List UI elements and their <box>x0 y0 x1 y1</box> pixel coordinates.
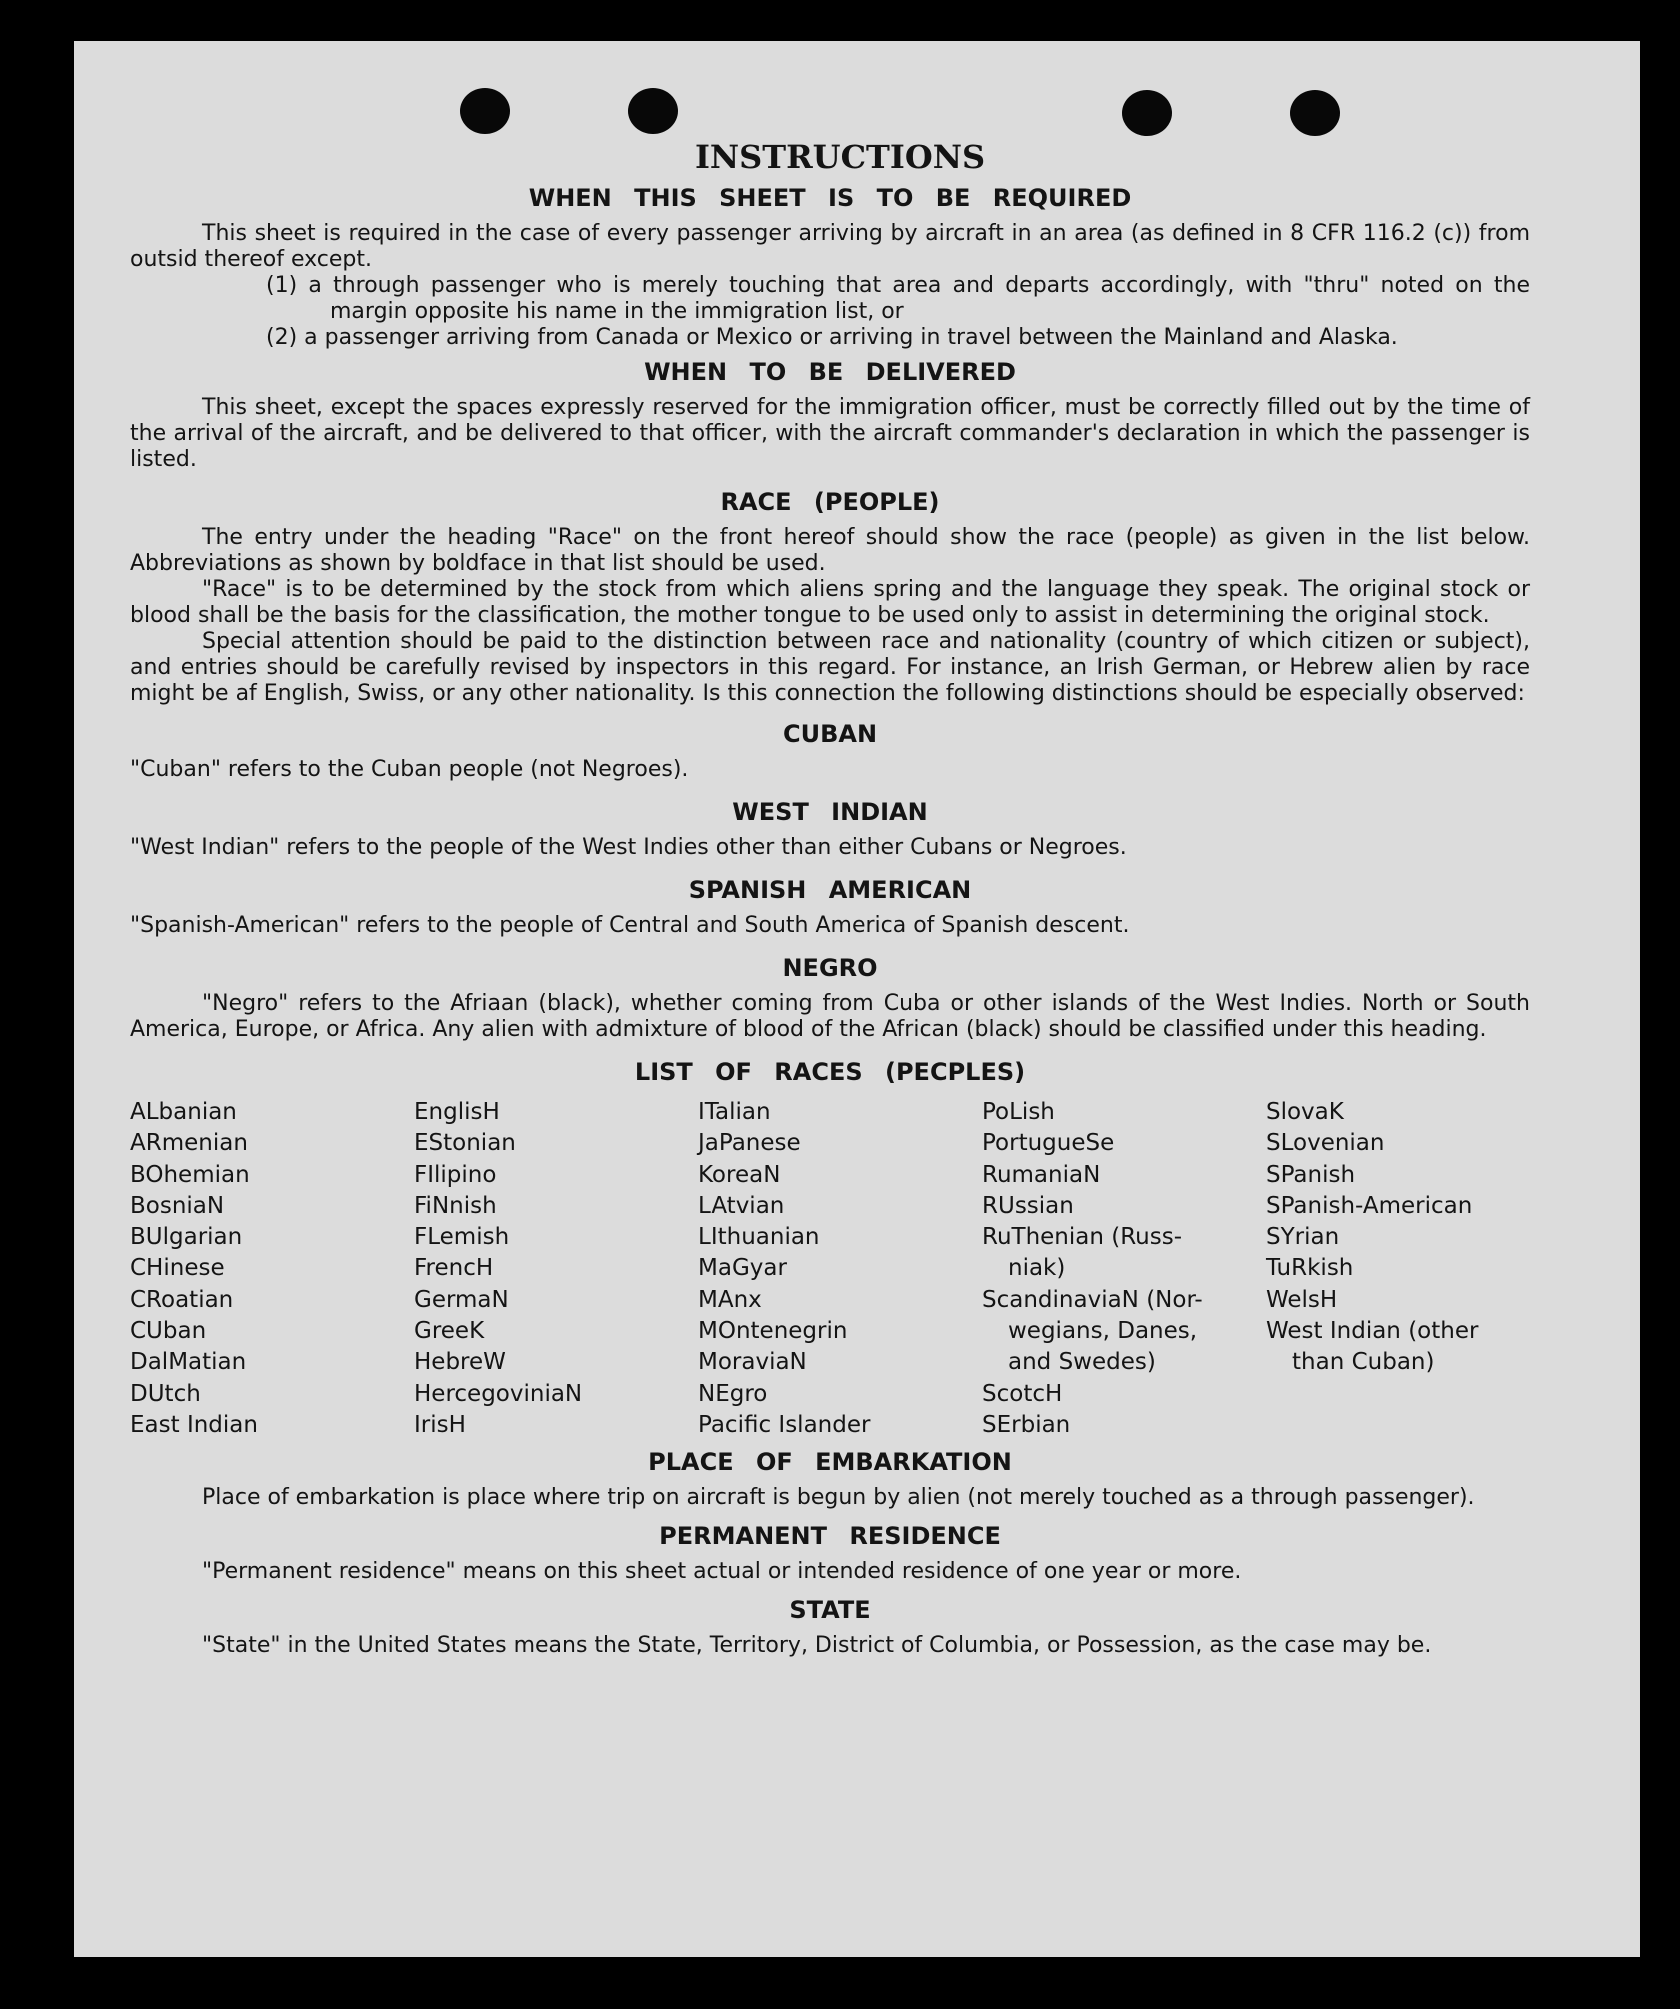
document-page <box>74 41 1640 1957</box>
race-column <box>698 1097 982 1441</box>
race-item: DUtch <box>130 1380 201 1407</box>
race-item: than Cuban) <box>1292 1349 1435 1376</box>
race-item: GermaN <box>414 1286 509 1313</box>
section-heading: WHEN THIS SHEET IS TO BE REQUIRED <box>528 184 1132 212</box>
punch-hole <box>1290 90 1340 136</box>
race-column <box>982 1097 1266 1441</box>
race-item: Pacific Islander <box>698 1411 871 1438</box>
section-heading: STATE <box>789 1596 871 1625</box>
race-column <box>1266 1097 1526 1441</box>
race-item: West Indian (other <box>1266 1318 1479 1345</box>
race-item: HebreW <box>414 1349 506 1376</box>
race-item: FIlipino <box>414 1161 497 1188</box>
race-item: BUlgarian <box>130 1224 243 1251</box>
punch-hole <box>460 88 510 134</box>
paragraph: Special attention should be paid to the distinction between race and nationality (country of which citizen or subject), and entries should be carefully revised by inspectors in this regard. For instance, an Irish German, or Hebrew alien by race might be af English, Swiss, or any other nationality. Is this connection the following distinctions should be especially observed: <box>130 629 1530 706</box>
section-heading: PLACE OF EMBARKATION <box>648 1448 1012 1477</box>
race-item: PortugueSe <box>982 1130 1115 1157</box>
race-item: MOntenegrin <box>698 1318 848 1345</box>
race-item: SPanish <box>1266 1161 1356 1188</box>
race-item: FiNnish <box>414 1192 497 1219</box>
paragraph: Place of embarkation is place where trip on aircraft is begun by alien (not merely touched as a through passenger). <box>202 1485 1475 1511</box>
race-column <box>130 1097 414 1441</box>
paragraph: "State" in the United States means the State, Territory, District of Columbia, or Possession, as the case may be. <box>202 1633 1432 1659</box>
paragraph: "Spanish-American" refers to the people of Central and South America of Spanish descent. <box>130 913 1130 938</box>
paragraph: "Permanent residence" means on this sheet actual or intended residence of one year or more. <box>202 1559 1242 1585</box>
race-item: KoreaN <box>698 1161 781 1188</box>
race-item: East Indian <box>130 1411 258 1438</box>
race-item: IrisH <box>414 1411 466 1438</box>
race-item: WelsH <box>1266 1286 1338 1313</box>
list-item: (2) a passenger arriving from Canada or Mexico or arriving in travel between the Mainland and Alaska. <box>266 325 1398 350</box>
race-item: BosniaN <box>130 1192 225 1219</box>
section-heading: NEGRO <box>782 954 878 982</box>
race-item: SPanish-American <box>1266 1192 1473 1219</box>
punch-hole <box>628 88 678 134</box>
race-item: MoraviaN <box>698 1349 807 1376</box>
race-item: LIthuanian <box>698 1224 820 1251</box>
race-item: HercegoviniaN <box>414 1380 583 1407</box>
race-item: ARmenian <box>130 1130 248 1157</box>
section-heading: RACE (PEOPLE) <box>720 488 940 516</box>
race-item: EStonian <box>414 1130 516 1157</box>
section-heading: WEST INDIAN <box>732 798 928 826</box>
race-item: DalMatian <box>130 1349 247 1376</box>
race-item: SYrian <box>1266 1224 1340 1251</box>
race-item: JaPanese <box>698 1130 801 1157</box>
paragraph: "Cuban" refers to the Cuban people (not Negroes). <box>130 757 689 782</box>
paragraph: This sheet, except the spaces expressly reserved for the immigration officer, must be correctly filled out by the time of the arrival of the aircraft, and be delivered to that officer, with the aircraft commander's declaration in which the passenger is listed. <box>130 395 1530 472</box>
list-item: (1) a through passenger who is merely touching that area and departs accordingly, with "thru" noted on the margin opposite his name in the immigration list, or <box>266 273 1530 324</box>
paragraph: "West Indian" refers to the people of the West Indies other than either Cubans or Negroes. <box>130 835 1127 860</box>
race-item: ITalian <box>698 1099 771 1125</box>
race-item: NEgro <box>698 1380 768 1407</box>
race-item: FrencH <box>414 1255 494 1282</box>
paragraph: The entry under the heading "Race" on the front hereof should show the race (people) as given in the list below. Abbreviations as shown by boldface in that list should be used. <box>130 525 1530 576</box>
race-list <box>130 1097 1530 1441</box>
paragraph: "Race" is to be determined by the stock from which aliens spring and the language they speak. The original stock or blood shall be the basis for the classification, the mother tongue to be used only to assist in determining the original stock. <box>130 577 1530 628</box>
race-item: MaGyar <box>698 1255 787 1282</box>
race-item: SErbian <box>982 1411 1071 1438</box>
paragraph: "Negro" refers to the Afriaan (black), whether coming from Cuba or other islands of the West Indies. North or South America, Europe, or Africa. Any alien with admixture of blood of the African (black) should be classified under this heading. <box>130 991 1530 1042</box>
race-item: FLemish <box>414 1224 510 1251</box>
race-item: LAtvian <box>698 1192 785 1219</box>
race-item: ScandinaviaN (Nor- <box>982 1286 1203 1313</box>
race-item: CUban <box>130 1318 207 1345</box>
race-item: wegians, Danes, <box>1008 1318 1198 1345</box>
race-item: ScotcH <box>982 1380 1063 1407</box>
race-item: CRoatian <box>130 1286 234 1313</box>
instructions-body <box>130 137 1530 1659</box>
race-item: PoLish <box>982 1099 1055 1125</box>
race-item: ALbanian <box>130 1099 237 1125</box>
race-item: SlovaK <box>1266 1099 1344 1125</box>
section-heading: SPANISH AMERICAN <box>688 876 972 904</box>
race-item: BOhemian <box>130 1161 250 1188</box>
section-heading: CUBAN <box>782 720 878 748</box>
race-item: RUssian <box>982 1192 1074 1219</box>
race-item: and Swedes) <box>1008 1349 1156 1376</box>
race-item: niak) <box>1008 1255 1066 1282</box>
section-heading: PERMANENT RESIDENCE <box>659 1522 1001 1551</box>
race-column <box>414 1097 698 1441</box>
section-heading: WHEN TO BE DELIVERED <box>644 358 1016 386</box>
race-item: EnglisH <box>414 1099 500 1125</box>
race-item: MAnx <box>698 1286 762 1313</box>
race-item: TuRkish <box>1266 1255 1354 1282</box>
punch-hole <box>1122 90 1172 136</box>
race-item: CHinese <box>130 1255 225 1282</box>
race-item: SLovenian <box>1266 1130 1385 1157</box>
page-title: INSTRUCTIONS <box>694 138 986 176</box>
race-item: RuThenian (Russ- <box>982 1224 1183 1251</box>
paragraph: This sheet is required in the case of every passenger arriving by aircraft in an area (as defined in 8 CFR 116.2 (c)) from outsid thereof except. <box>130 221 1530 272</box>
section-heading: LIST OF RACES (PECPLES) <box>634 1058 1026 1086</box>
race-item: RumaniaN <box>982 1161 1101 1188</box>
race-item: GreeK <box>414 1318 485 1345</box>
